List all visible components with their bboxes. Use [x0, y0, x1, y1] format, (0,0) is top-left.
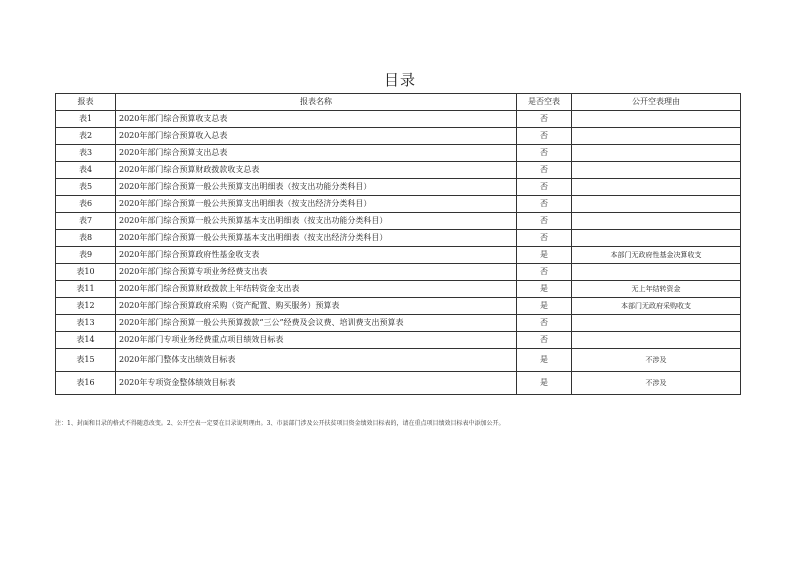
row-empty-reason [572, 179, 741, 196]
row-empty-reason: 本部门无政府采购收支 [572, 298, 741, 315]
row-number: 表7 [56, 213, 116, 230]
row-is-empty: 是 [517, 281, 572, 298]
table-row [56, 196, 741, 213]
table-row [56, 111, 741, 128]
table-row [56, 372, 741, 395]
row-report-name: 2020年部门综合预算政府采购（资产配置、购买服务）预算表 [116, 298, 517, 315]
header-report-name: 报表名称 [116, 94, 517, 111]
row-is-empty: 否 [517, 196, 572, 213]
row-number: 表5 [56, 179, 116, 196]
row-is-empty: 否 [517, 128, 572, 145]
row-number: 表13 [56, 315, 116, 332]
row-is-empty: 否 [517, 315, 572, 332]
row-report-name: 2020年部门综合预算政府性基金收支表 [116, 247, 517, 264]
row-report-name: 2020年部门综合预算支出总表 [116, 145, 517, 162]
row-report-name: 2020年部门综合预算一般公共预算基本支出明细表（按支出功能分类科目） [116, 213, 517, 230]
row-number: 表16 [56, 372, 116, 395]
row-number: 表4 [56, 162, 116, 179]
row-report-name: 2020年部门综合预算财政拨款上年结转资金支出表 [116, 281, 517, 298]
row-is-empty: 否 [517, 145, 572, 162]
row-empty-reason [572, 111, 741, 128]
row-report-name: 2020年部门综合预算收入总表 [116, 128, 517, 145]
row-empty-reason: 不涉及 [572, 372, 741, 395]
row-is-empty: 否 [517, 332, 572, 349]
row-empty-reason [572, 332, 741, 349]
row-report-name: 2020年部门综合预算收支总表 [116, 111, 517, 128]
row-report-name: 2020年部门专项业务经费重点项目绩效目标表 [116, 332, 517, 349]
footnote: 注：1、封面和目录的格式不得随意改变。2、公开空表一定要在目录说明理由。3、市县部门涉及公开扶贫项目资金绩效目标表的，请在重点项目绩效目标表中添加公开。 [55, 420, 505, 427]
table-row [56, 179, 741, 196]
row-is-empty: 否 [517, 264, 572, 281]
row-number: 表6 [56, 196, 116, 213]
row-number: 表12 [56, 298, 116, 315]
row-report-name: 2020年部门综合预算财政拨款收支总表 [116, 162, 517, 179]
row-empty-reason: 无上年结转资金 [572, 281, 741, 298]
row-report-name: 2020年部门综合预算一般公共预算支出明细表（按支出经济分类科目） [116, 196, 517, 213]
row-number: 表15 [56, 349, 116, 372]
row-empty-reason: 不涉及 [572, 349, 741, 372]
row-is-empty: 否 [517, 213, 572, 230]
row-empty-reason [572, 162, 741, 179]
row-empty-reason [572, 213, 741, 230]
table-row [56, 264, 741, 281]
row-is-empty: 是 [517, 349, 572, 372]
table-row [56, 315, 741, 332]
page-title: 目录 [383, 71, 416, 89]
row-is-empty: 否 [517, 162, 572, 179]
row-is-empty: 是 [517, 298, 572, 315]
table-row [56, 162, 741, 179]
row-report-name: 2020年部门综合预算专项业务经费支出表 [116, 264, 517, 281]
row-number: 表1 [56, 111, 116, 128]
table-row [56, 247, 741, 264]
row-is-empty: 否 [517, 179, 572, 196]
row-is-empty: 否 [517, 230, 572, 247]
header-report: 报表 [56, 94, 116, 111]
row-report-name: 2020年部门综合预算一般公共预算支出明细表（按支出功能分类科目） [116, 179, 517, 196]
header-is-empty: 是否空表 [517, 94, 572, 111]
row-report-name: 2020年专项资金整体绩效目标表 [116, 372, 517, 395]
row-empty-reason: 本部门无政府性基金决算收支 [572, 247, 741, 264]
row-is-empty: 否 [517, 111, 572, 128]
table-row [56, 128, 741, 145]
row-empty-reason [572, 128, 741, 145]
table-row [56, 213, 741, 230]
row-empty-reason [572, 145, 741, 162]
table-row [56, 145, 741, 162]
header-empty-reason: 公开空表理由 [572, 94, 741, 111]
row-empty-reason [572, 315, 741, 332]
catalog-table [55, 93, 741, 395]
row-number: 表8 [56, 230, 116, 247]
table-row [56, 349, 741, 372]
row-is-empty: 是 [517, 247, 572, 264]
table-header-row [56, 94, 741, 111]
row-empty-reason [572, 264, 741, 281]
row-is-empty: 是 [517, 372, 572, 395]
row-number: 表11 [56, 281, 116, 298]
row-empty-reason [572, 230, 741, 247]
table-row [56, 332, 741, 349]
row-empty-reason [572, 196, 741, 213]
row-number: 表9 [56, 247, 116, 264]
row-number: 表2 [56, 128, 116, 145]
row-number: 表3 [56, 145, 116, 162]
table-row [56, 298, 741, 315]
table-row [56, 281, 741, 298]
table-row [56, 230, 741, 247]
row-report-name: 2020年部门整体支出绩效目标表 [116, 349, 517, 372]
row-number: 表10 [56, 264, 116, 281]
row-report-name: 2020年部门综合预算一般公共预算拨款“三公”经费及会议费、培训费支出预算表 [116, 315, 517, 332]
row-report-name: 2020年部门综合预算一般公共预算基本支出明细表（按支出经济分类科目） [116, 230, 517, 247]
row-number: 表14 [56, 332, 116, 349]
